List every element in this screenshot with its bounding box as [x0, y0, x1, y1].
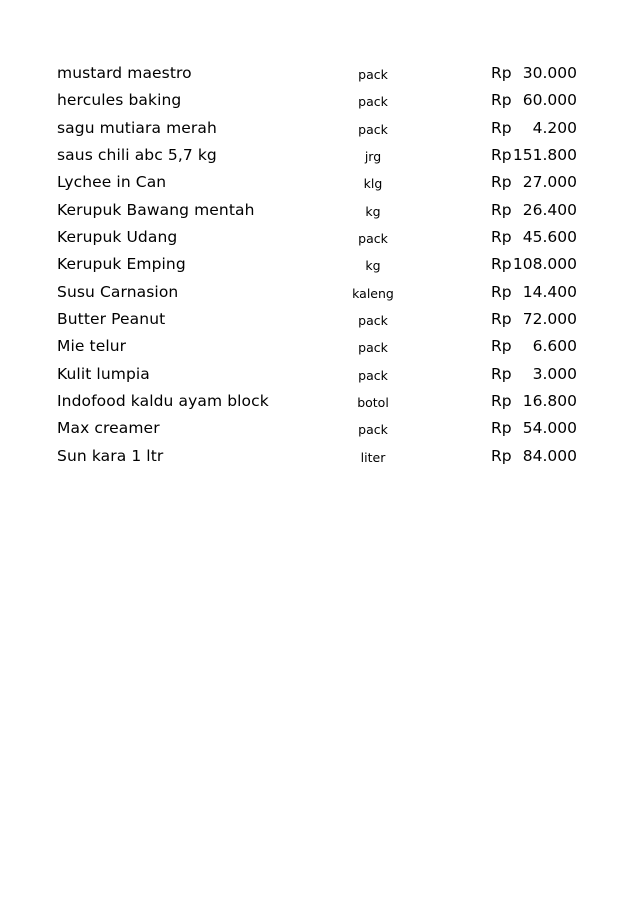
item-currency: Rp [491, 64, 512, 82]
item-name: Susu Carnasion [57, 282, 179, 301]
item-unit: kg [365, 203, 381, 219]
item-currency: Rp [491, 228, 512, 247]
item-currency: Rp [491, 392, 512, 411]
item-name: Kerupuk Bawang mentah [57, 200, 255, 219]
list-item [0, 253, 640, 280]
list-item [0, 226, 640, 253]
item-price: 45.600 [522, 228, 577, 247]
item-price: 3.000 [532, 364, 577, 383]
item-price: 30.000 [522, 64, 577, 82]
item-unit: kaleng [352, 285, 394, 301]
item-unit: klg [363, 176, 383, 192]
item-unit: pack [358, 313, 388, 329]
list-item [0, 335, 640, 362]
list-item [0, 89, 640, 116]
item-price: 151.800 [512, 146, 577, 165]
list-item [0, 445, 640, 472]
item-unit: pack [358, 367, 388, 383]
price-list [0, 62, 640, 472]
list-item [0, 144, 640, 171]
list-item [0, 417, 640, 444]
item-price: 27.000 [522, 173, 577, 192]
item-price: 6.600 [532, 337, 577, 356]
item-name: Sun kara 1 ltr [57, 446, 164, 465]
item-price: 72.000 [522, 310, 577, 329]
list-item [0, 390, 640, 417]
list-item [0, 171, 640, 198]
item-price: 4.200 [532, 118, 577, 137]
item-unit: botol [357, 395, 389, 411]
item-currency: Rp [491, 446, 512, 465]
item-price: 60.000 [522, 91, 577, 110]
item-currency: Rp [491, 337, 512, 356]
list-item [0, 363, 640, 390]
list-item [0, 199, 640, 226]
item-currency: Rp [491, 173, 512, 192]
item-unit: jrg [364, 149, 382, 165]
item-name: Kulit lumpia [57, 364, 150, 383]
item-name: Kerupuk Udang [57, 228, 178, 247]
item-unit: pack [358, 340, 388, 356]
item-currency: Rp [491, 364, 512, 383]
list-item [0, 62, 640, 89]
item-name: mustard maestro [57, 64, 192, 82]
item-unit: pack [358, 94, 388, 110]
item-currency: Rp [491, 419, 512, 438]
list-item [0, 117, 640, 144]
item-price: 14.400 [522, 282, 577, 301]
item-unit: kg [365, 258, 381, 274]
item-name: Mie telur [57, 337, 127, 356]
item-unit: pack [358, 121, 388, 137]
item-name: Kerupuk Emping [57, 255, 186, 274]
item-unit: pack [358, 231, 388, 247]
item-price: 108.000 [512, 255, 577, 274]
item-name: hercules baking [57, 91, 182, 110]
item-name: Indofood kaldu ayam block [57, 392, 269, 411]
item-name: saus chili abc 5,7 kg [57, 146, 217, 165]
list-item [0, 308, 640, 335]
item-price: 16.800 [522, 392, 577, 411]
item-currency: Rp [491, 200, 512, 219]
item-currency: Rp [491, 118, 512, 137]
list-item [0, 281, 640, 308]
item-unit: liter [360, 449, 386, 465]
item-currency: Rp [491, 91, 512, 110]
item-unit: pack [358, 67, 388, 82]
item-name: Butter Peanut [57, 310, 166, 329]
item-currency: Rp [491, 255, 512, 274]
item-currency: Rp [491, 146, 512, 165]
item-name: Max creamer [57, 419, 160, 438]
item-price: 84.000 [522, 446, 577, 465]
item-unit: pack [358, 422, 388, 438]
item-price: 54.000 [522, 419, 577, 438]
item-name: Lychee in Can [57, 173, 167, 192]
item-currency: Rp [491, 310, 512, 329]
item-currency: Rp [491, 282, 512, 301]
item-name: sagu mutiara merah [57, 118, 217, 137]
item-price: 26.400 [522, 200, 577, 219]
